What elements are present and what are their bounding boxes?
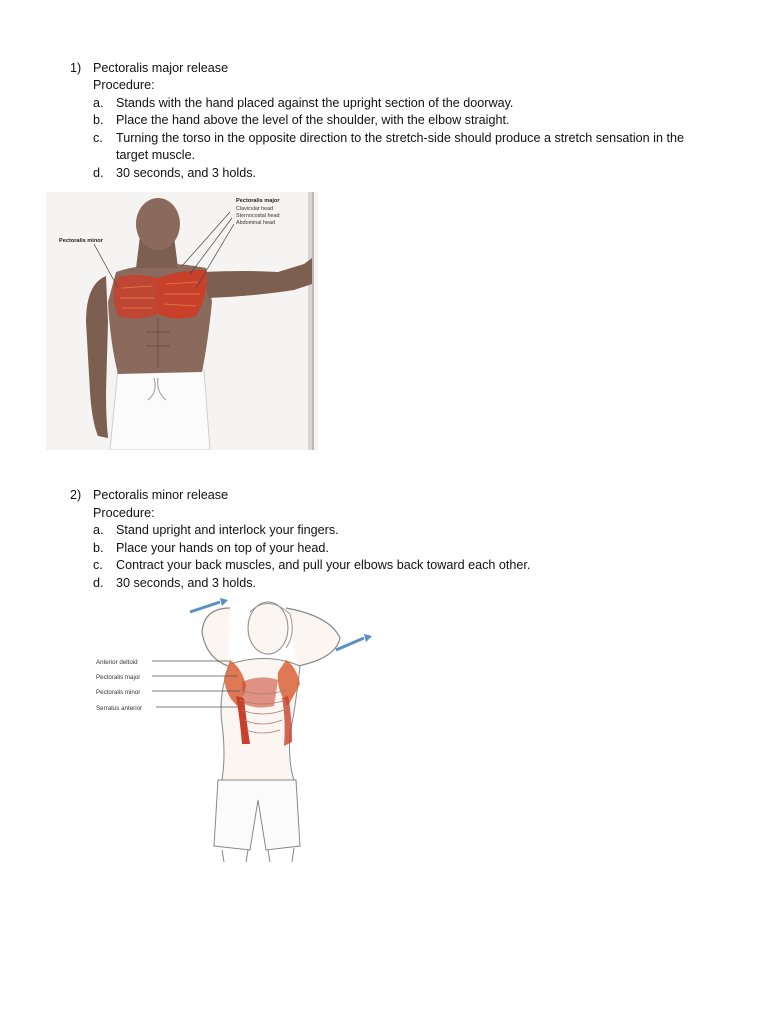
step-1b-letter: b. bbox=[93, 113, 104, 127]
label-pectoralis-minor: Pectoralis minor bbox=[59, 238, 103, 244]
step-2a-text: Stand upright and interlock your fingers. bbox=[116, 523, 339, 537]
step-2d-text: 30 seconds, and 3 holds. bbox=[116, 576, 257, 590]
step-1d-text: 30 seconds, and 3 holds. bbox=[116, 166, 257, 180]
label-pectoralis-minor-2: Pectoralis minor bbox=[96, 689, 141, 696]
arrow-right-elbow-icon bbox=[364, 634, 372, 642]
label-clavicular-head: Clavicular head bbox=[236, 206, 274, 212]
step-1d-letter: d. bbox=[93, 166, 104, 180]
section-2-procedure-label: Procedure: bbox=[93, 506, 155, 520]
section-1-number: 1) bbox=[70, 61, 82, 75]
step-1a-letter: a. bbox=[93, 96, 104, 110]
section-1-procedure-label: Procedure: bbox=[93, 78, 155, 92]
section-2-number: 2) bbox=[70, 488, 82, 502]
step-2a-letter: a. bbox=[93, 523, 104, 537]
step-1c-text: Turning the torso in the opposite direction to the stretch-side should produce a stretch sensation in the target muscle. bbox=[116, 131, 684, 162]
label-serratus-anterior: Serratus anterior bbox=[96, 705, 143, 712]
step-2d-letter: d. bbox=[93, 576, 104, 590]
step-1c-letter: c. bbox=[93, 131, 103, 145]
step-2c-text: Contract your back muscles, and pull your elbows back toward each other. bbox=[116, 558, 531, 572]
section-1-title: Pectoralis major release bbox=[93, 61, 229, 75]
arrow-left-elbow-icon bbox=[220, 598, 228, 606]
step-1a-text: Stands with the hand placed against the upright section of the doorway. bbox=[116, 96, 514, 110]
step-2b-text: Place your hands on top of your head. bbox=[116, 541, 329, 555]
step-2c-letter: c. bbox=[93, 558, 103, 572]
label-pectoralis-major: Pectoralis major bbox=[236, 198, 280, 204]
label-sternocostal-head: Sternocostal head bbox=[236, 213, 280, 219]
step-2b-letter: b. bbox=[93, 541, 104, 555]
label-anterior-deltoid: Anterior deltoid bbox=[96, 659, 138, 666]
pectoralis-minor-stretch-illustration bbox=[90, 594, 380, 864]
label-pectoralis-major-2: Pectoralis major bbox=[96, 674, 141, 681]
section-2-title: Pectoralis minor release bbox=[93, 488, 229, 502]
pectoralis-major-stretch-illustration bbox=[46, 192, 318, 450]
label-abdominal-head: Abdominal head bbox=[236, 220, 275, 226]
step-1b-text: Place the hand above the level of the shoulder, with the elbow straight. bbox=[116, 113, 510, 127]
